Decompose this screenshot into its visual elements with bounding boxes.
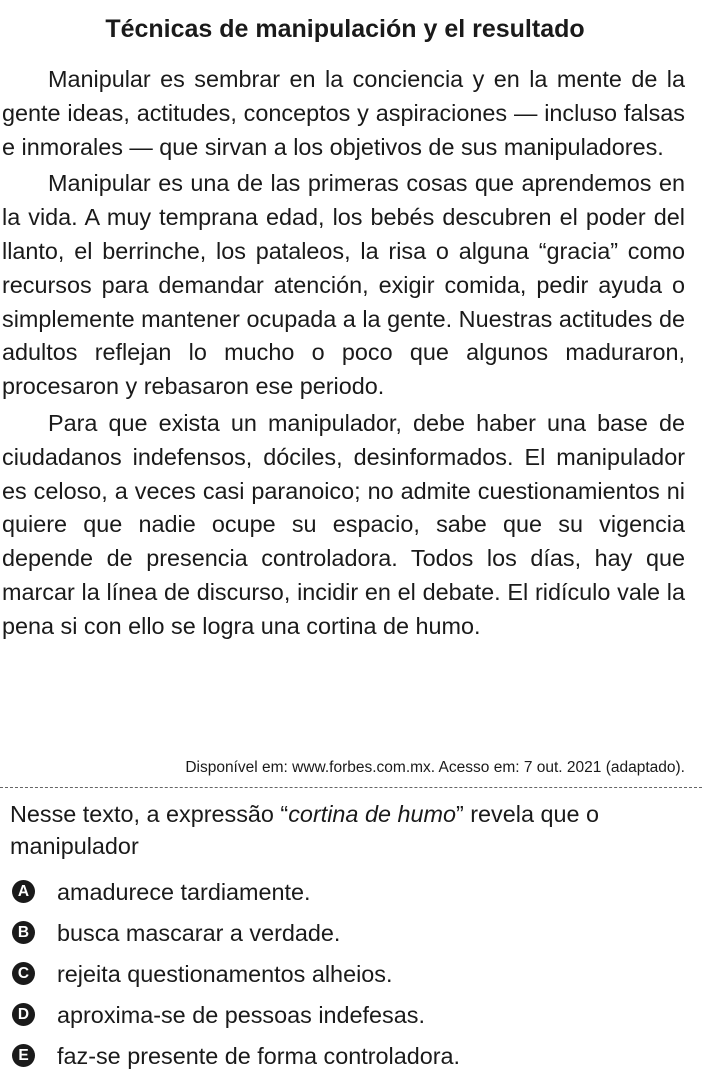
passage-title: Técnicas de manipulación y el resultado <box>105 15 585 43</box>
passage-paragraph-1: Manipular es sembrar en la conciencia y en la mente de la gente ideas, actitudes, conceptos y aspiraciones — incluso falsas e inmorales — que sirvan a los objetivos de sus manipuladores. <box>2 66 685 160</box>
option-e[interactable] <box>12 1035 692 1076</box>
question-stem-before: Nesse texto, a expressão “ <box>10 801 289 827</box>
question-stem-after: ” revela que o manipulador <box>10 801 599 859</box>
option-a[interactable] <box>12 871 692 912</box>
option-b[interactable] <box>12 912 692 953</box>
option-d-text: aproxima-se de pessoas indefesas. <box>57 1001 425 1028</box>
question-stem-emphasis: cortina de humo <box>288 801 456 827</box>
option-c-text: rejeita questionamentos alheios. <box>57 960 393 987</box>
source-citation: Disponível em: www.forbes.com.mx. Acesso em: 7 out. 2021 (adaptado). <box>185 759 685 776</box>
dashed-divider <box>0 787 702 788</box>
option-e-letter-badge: E <box>12 1044 35 1067</box>
option-a-letter-badge: A <box>12 880 35 903</box>
option-b-text: busca mascarar a verdade. <box>57 919 341 946</box>
passage-body <box>2 63 685 647</box>
question-stem <box>10 798 700 862</box>
answer-options <box>12 871 692 1076</box>
option-c-letter-badge: C <box>12 962 35 985</box>
option-b-letter-badge: B <box>12 921 35 944</box>
option-a-text: amadurece tardiamente. <box>57 878 311 905</box>
option-d-letter-badge: D <box>12 1003 35 1026</box>
passage-paragraph-2: Manipular es una de las primeras cosas que aprendemos en la vida. A muy temprana edad, los bebés descubren el poder del llanto, el berrinche, los pataleos, la risa o alguna “gracia” como recursos para demandar atención, exigir comida, pedir ayuda o simplemente mantener ocupada a la gente. Nuestras actitudes de adultos reflejan lo mucho o poco que algunos maduraron, procesaron y rebasaron ese periodo. <box>2 170 685 400</box>
option-c[interactable] <box>12 953 692 994</box>
option-e-text: faz-se presente de forma controladora. <box>57 1042 461 1069</box>
passage-paragraph-3: Para que exista un manipulador, debe haber una base de ciudadanos indefensos, dóciles, desinformados. El manipulador es celoso, a veces casi paranoico; no admite cuestionamientos ni quiere que nadie ocupe su espacio, sabe que su vigencia depende de presencia controladora. Todos los días, hay que marcar la línea de discurso, incidir en el debate. El ridículo vale la pena si con ello se logra una cortina de humo. <box>2 409 685 639</box>
option-d[interactable] <box>12 994 692 1035</box>
